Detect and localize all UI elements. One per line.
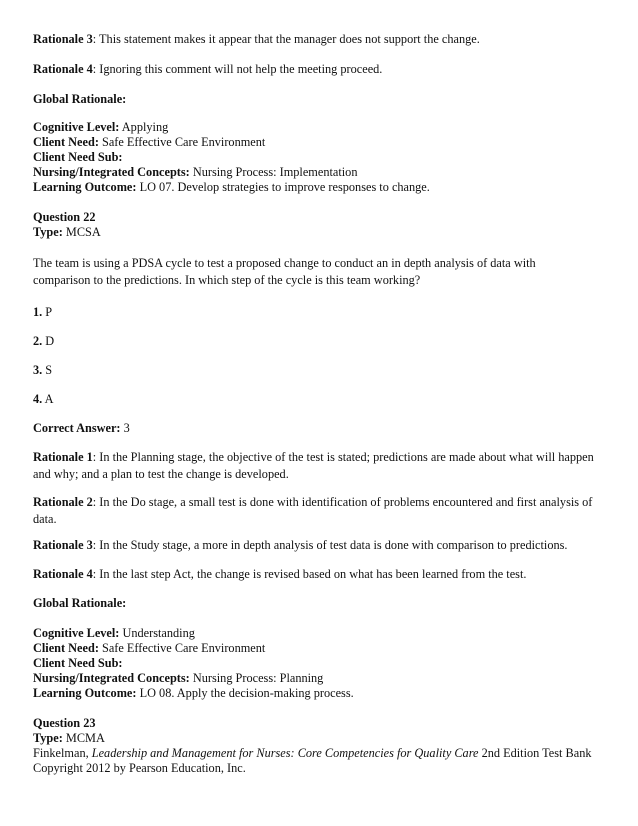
q22-rationale-1: Rationale 1: In the Planning stage, the objective of the test is stated; predictions are made about what will happen and why; and a plan to test the change is developed.	[33, 450, 594, 481]
client-need-sub: Client Need Sub:	[33, 656, 123, 670]
footer-copyright: Copyright 2012 by Pearson Education, Inc.	[33, 761, 246, 775]
learning-outcome: Learning Outcome: LO 08. Apply the decision-making process.	[33, 686, 354, 700]
cognitive-level: Cognitive Level: Understanding	[33, 626, 195, 640]
option-1: 1. P	[33, 305, 53, 319]
question-type: Type: MCSA	[33, 225, 101, 239]
learning-outcome: Learning Outcome: LO 07. Develop strategies to improve responses to change.	[33, 180, 430, 194]
question-title: Question 23	[33, 716, 96, 730]
q22-global-rationale: Global Rationale:	[33, 596, 127, 610]
client-need: Client Need: Safe Effective Care Environment	[33, 641, 266, 655]
q22-stem: The team is using a PDSA cycle to test a proposed change to conduct an in depth analysis of data with comparison to the predictions. In which step of the cycle is this team working?	[33, 256, 536, 287]
question-title: Question 22	[33, 210, 96, 224]
q22-rationale-3: Rationale 3: In the Study stage, a more in depth analysis of test data is done with comparison to predictions.	[33, 538, 568, 552]
page-footer	[33, 746, 592, 776]
q22-rationale-2: Rationale 2: In the Do stage, a small test is done with identification of problems encountered and first analysis of data.	[33, 495, 593, 526]
q22-metadata	[33, 626, 354, 701]
q22-rationale-4: Rationale 4: In the last step Act, the change is revised based on what has been learned from the test.	[33, 567, 527, 581]
client-need: Client Need: Safe Effective Care Environment	[33, 135, 266, 149]
option-3: 3. S	[33, 363, 53, 377]
cognitive-level: Cognitive Level: Applying	[33, 120, 169, 134]
q22-header	[33, 210, 101, 240]
q23-header	[33, 716, 105, 746]
option-2: 2. D	[33, 334, 55, 348]
client-need-sub: Client Need Sub:	[33, 150, 123, 164]
question-type: Type: MCMA	[33, 731, 105, 745]
correct-answer: Correct Answer: 3	[33, 421, 130, 435]
q21-global-rationale: Global Rationale:	[33, 92, 127, 106]
nursing-concepts: Nursing/Integrated Concepts: Nursing Process: Implementation	[33, 165, 358, 179]
footer-citation: Finkelman, Leadership and Management for Nurses: Core Competencies for Quality Care 2nd Edition Test Bank	[33, 746, 592, 760]
option-4: 4. A	[33, 392, 54, 406]
q21-rationale-4: Rationale 4: Ignoring this comment will not help the meeting proceed.	[33, 62, 383, 76]
q21-rationale-3: Rationale 3: This statement makes it appear that the manager does not support the change.	[33, 32, 480, 46]
nursing-concepts: Nursing/Integrated Concepts: Nursing Process: Planning	[33, 671, 324, 685]
q21-metadata	[33, 120, 430, 195]
